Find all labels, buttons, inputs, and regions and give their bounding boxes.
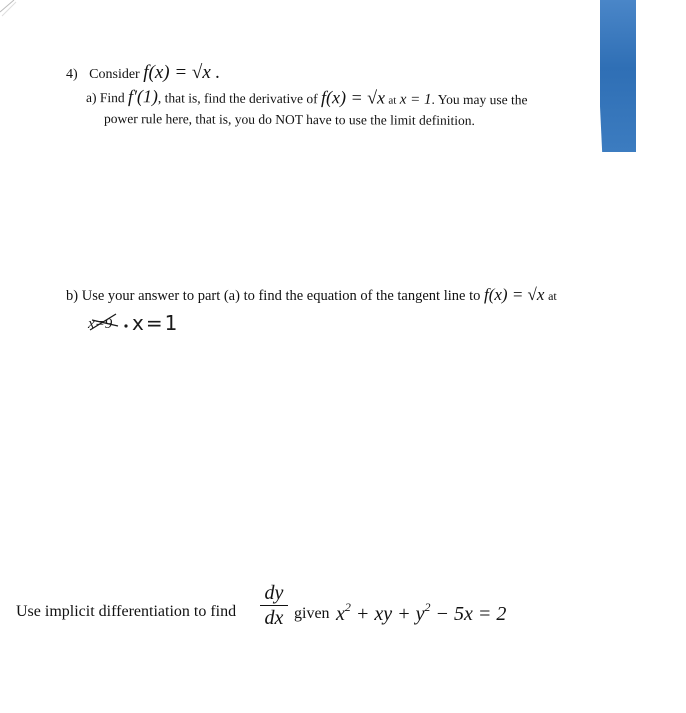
find-word: Find (99, 90, 125, 106)
part-a-text-2: . You may use the (431, 91, 528, 108)
eq-exp-2: 2 (424, 600, 431, 614)
handwritten-x-equals-1: x=1 (132, 311, 180, 335)
part-b-label: b) (66, 288, 79, 304)
scan-corner-mark (0, 0, 18, 18)
eq-x: x (336, 603, 345, 625)
function-definition: f(x) = √x . (143, 62, 221, 83)
problem-intro: Consider (89, 67, 140, 82)
crossed-out-value: x=9 (88, 316, 113, 332)
problem-number: 4) (66, 67, 78, 82)
fraction-bar (260, 605, 288, 606)
part-a-text-1: , that is, find the derivative of (157, 90, 318, 107)
part-a-line-1 (86, 86, 528, 109)
scan-edge-blue-strip (600, 0, 636, 152)
eq-exp-1: 2 (344, 600, 351, 614)
f-prime-expression: f′(1) (127, 86, 159, 107)
part-b-function: f(x) = √x (483, 285, 545, 304)
part-a-x-value: x = 1 (399, 91, 432, 108)
given-word: given (294, 605, 330, 622)
part-a-at: at (388, 94, 397, 107)
eq-middle: + xy + y (350, 603, 425, 625)
part-a-label: a) (85, 90, 97, 106)
fraction-numerator: dy (264, 582, 284, 604)
handwritten-correction (86, 308, 196, 336)
part-b-text: Use your answer to part (a) to find the equation of the tangent line to (81, 288, 481, 304)
part-b-line-1 (66, 285, 557, 305)
implicit-equation (336, 600, 506, 626)
part-a-line-2: power rule here, that is, you do NOT have to use the limit definition. (103, 111, 475, 128)
implicit-diff-prompt: Use implicit differentiation to find (16, 603, 237, 620)
problem-4-heading (66, 62, 220, 84)
eq-end: − 5x = 2 (430, 603, 507, 625)
dy-dx-fraction (258, 582, 290, 629)
fraction-denominator: dx (264, 607, 284, 630)
part-a-function: f(x) = √x (320, 87, 386, 108)
part-b-at: at (548, 289, 557, 303)
